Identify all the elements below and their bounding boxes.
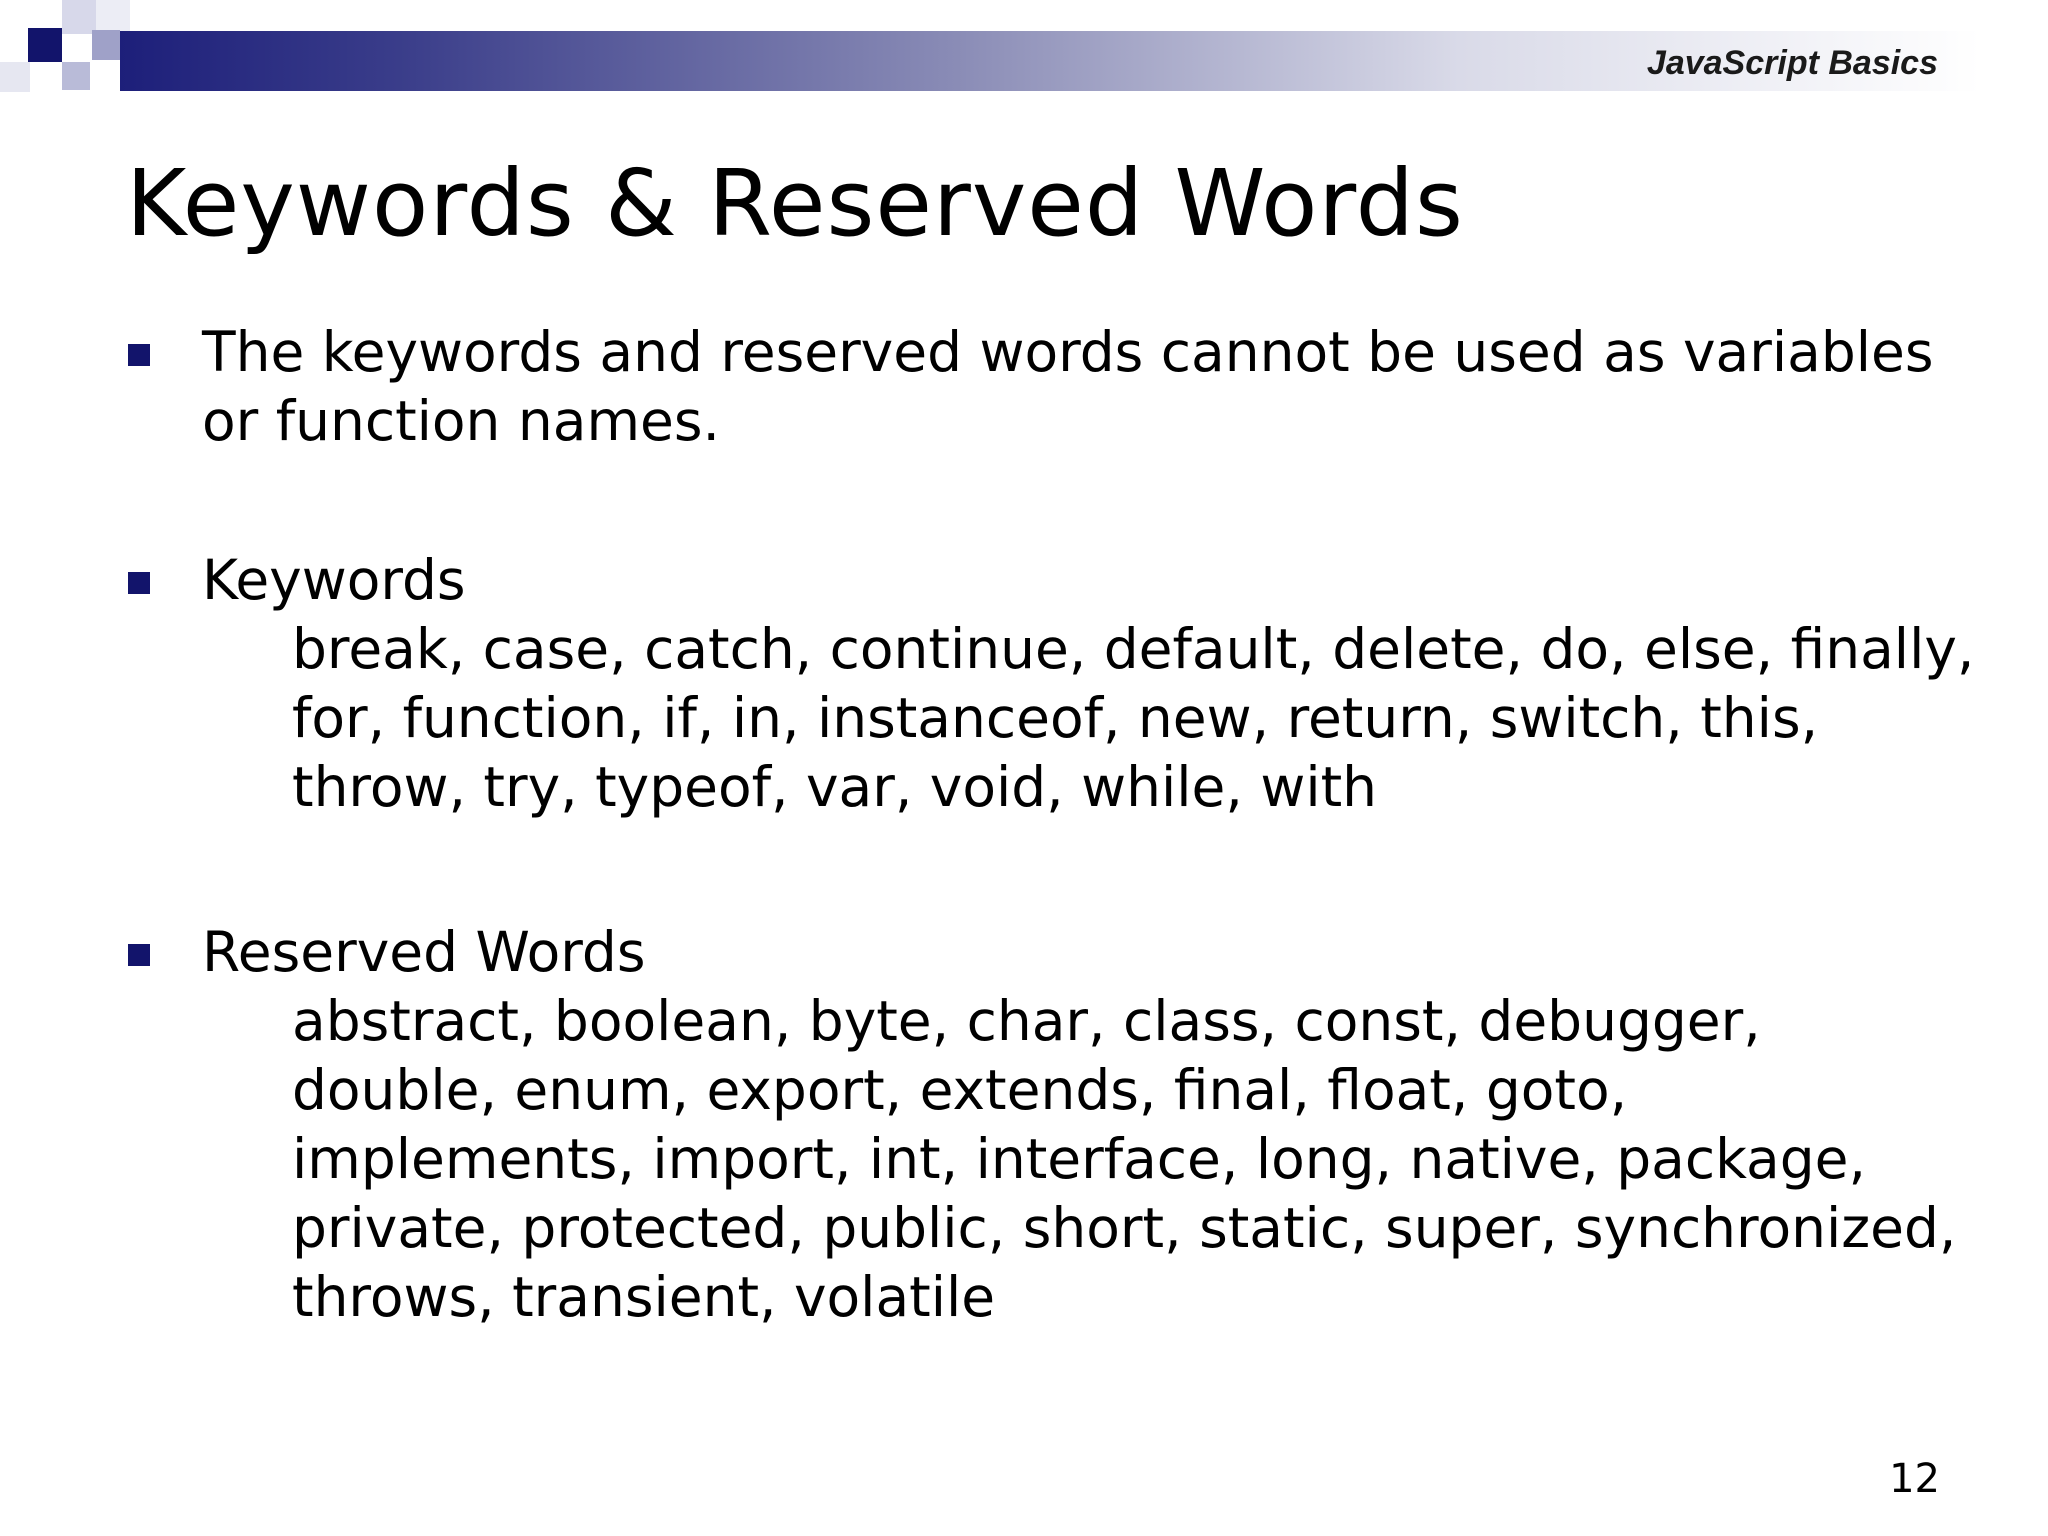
decorative-square [92, 30, 120, 60]
page-number: 12 [1889, 1456, 1940, 1502]
bullet-text: Reserved Words [202, 920, 646, 984]
keywords-list: break, case, catch, continue, default, delete, do, else, finally, for, function, if, in, instanceof, new, return, switch, this, throw, try, typeof, var, void, while, with [292, 617, 1975, 819]
bullet-item [126, 918, 1976, 1332]
decorative-square [0, 62, 30, 92]
bullet-item [126, 318, 1976, 456]
course-title: JavaScript Basics [1646, 44, 1938, 82]
decorative-square [62, 62, 90, 90]
decorative-square [28, 28, 62, 62]
decorative-square [96, 0, 130, 34]
bullet-text: The keywords and reserved words cannot be used as variables or function names. [202, 320, 1934, 453]
reserved-words-list: abstract, boolean, byte, char, class, const, debugger, double, enum, export, extends, final, float, goto, implements, import, int, interface, long, native, package, private, protected, public, short, static, super, synchronized, throws, transient, volatile [292, 989, 1957, 1329]
decorative-square [62, 0, 96, 34]
square-bullet-icon [128, 344, 150, 366]
page-title: Keywords & Reserved Words [126, 150, 1464, 257]
bullet-text: Keywords [202, 548, 466, 612]
bullet-list [126, 318, 1976, 1332]
bullet-item [126, 546, 1976, 822]
square-bullet-icon [128, 944, 150, 966]
square-bullet-icon [128, 572, 150, 594]
